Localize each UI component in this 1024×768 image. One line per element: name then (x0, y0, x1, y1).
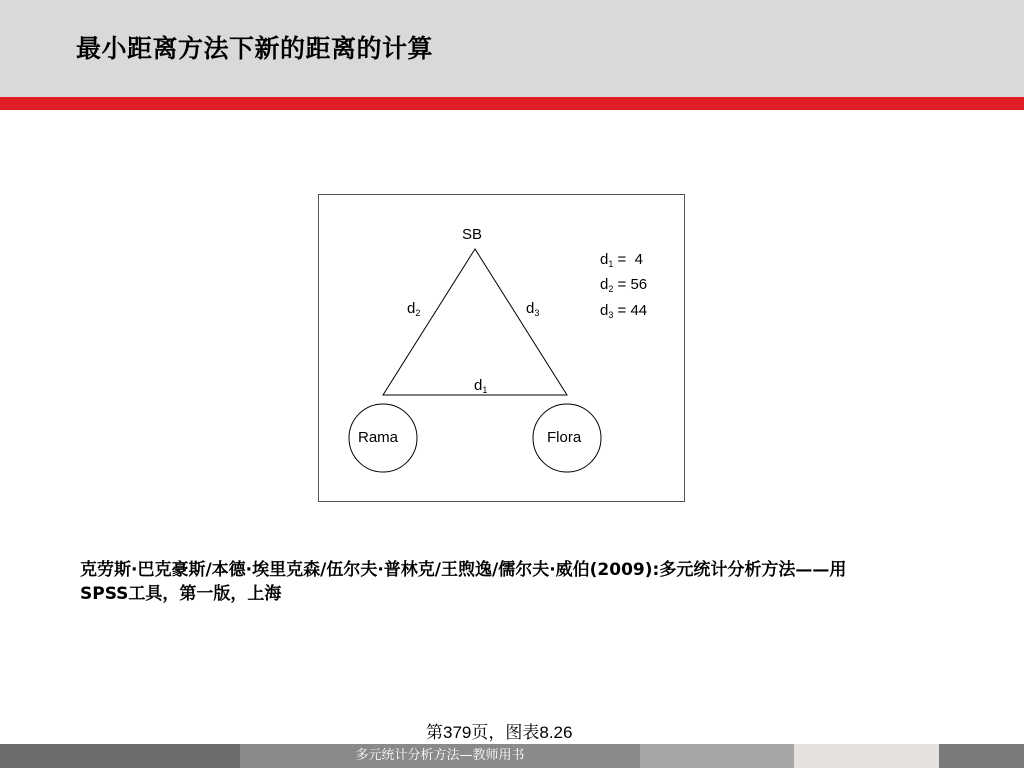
footer-seg-1 (0, 744, 240, 768)
page-reference: 第379页，图表8.26 (426, 723, 573, 742)
citation-line-2: SPSS工具，第一版，上海 (80, 584, 282, 604)
footer-seg-3 (640, 744, 794, 768)
edge-d2-label: $d_2$ (407, 300, 421, 318)
distance-d1: $d_1 = 4$ (600, 251, 643, 269)
edge-d3-label: $d_3$ (526, 300, 540, 318)
flora-label: Flora (547, 429, 582, 446)
citation-line-1: 克劳斯·巴克豪斯/本德·埃里克森/伍尔夫·普林克/王煦逸/儒尔夫·威伯(2009):多元统计分析方法——用 (80, 560, 847, 580)
rama-label: Rama (358, 429, 399, 446)
sb-label: SB (462, 226, 483, 243)
distance-triangle (383, 249, 567, 395)
edge-d1-label: $d_1$ (474, 377, 488, 395)
cluster-diagram (318, 194, 686, 503)
footer-text: 多元统计分析方法—教师用书 (355, 748, 525, 763)
footer-seg-4 (794, 744, 939, 768)
footer-seg-5 (939, 744, 1024, 768)
citation (80, 558, 950, 606)
distance-d3: $d_3 = 44$ (600, 302, 648, 320)
distance-d2: $d_2 = 56$ (600, 276, 648, 294)
accent-bar (0, 97, 1024, 110)
slide-title: 最小距离方法下新的距离的计算 (76, 34, 434, 63)
